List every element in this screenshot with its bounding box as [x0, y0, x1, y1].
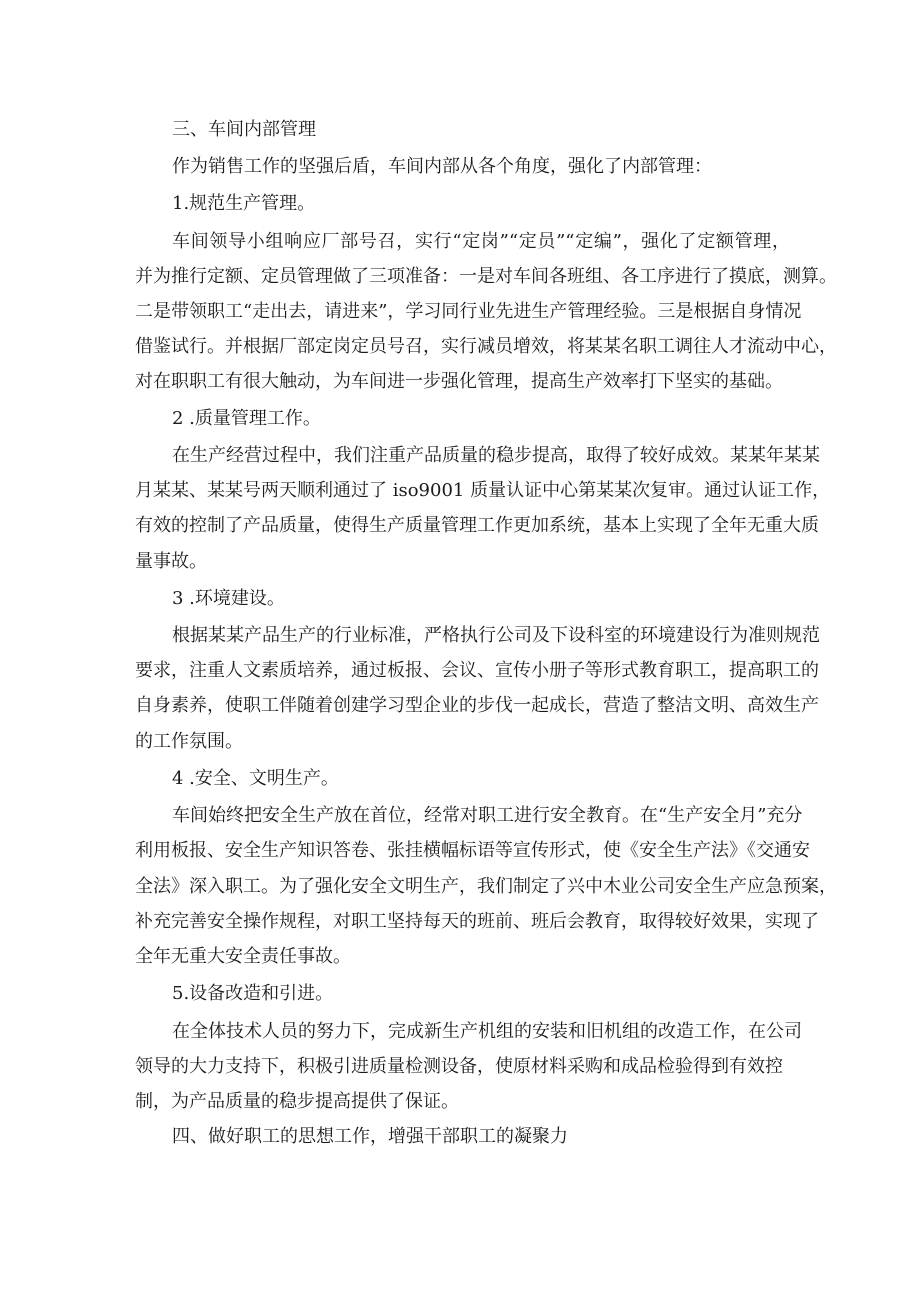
item-5-line-1: 在全体技术人员的努力下，完成新生产机组的安装和旧机组的改造工作，在公司 [172, 1021, 802, 1042]
item-1-line-2: 并为推行定额、定员管理做了三项准备：一是对车间各班组、各工序进行了摸底，测算。 [135, 266, 837, 287]
item-4-line-4: 补充完善安全操作规程，对职工坚持每天的班前、班后会教育，取得较好效果，实现了 [135, 911, 819, 932]
item-1-line-5: 对在职职工有很大触动，为车间进一步强化管理，提高生产效率打下坚实的基础。 [135, 371, 783, 392]
section-3-intro: 作为销售工作的坚强后盾，车间内部从各个角度，强化了内部管理： [172, 156, 712, 177]
item-2-line-4: 量事故。 [135, 551, 207, 572]
item-2-line-2: 月某某、某某号两天顺利通过了 iso9001 质量认证中心第某某次复审。通过认证工作， [135, 480, 831, 501]
item-1-line-1: 车间领导小组响应厂部号召，实行“定岗”“定员”“定编”，强化了定额管理， [172, 231, 790, 252]
item-3-line-2: 要求，注重人文素质培养，通过板报、会议、宣传小册子等形式教育职工，提高职工的 [135, 660, 819, 681]
item-2-line-3: 有效的控制了产品质量，使得生产质量管理工作更加系统，基本上实现了全年无重大质 [135, 515, 819, 536]
item-4-line-1: 车间始终把安全生产放在首位，经常对职工进行安全教育。在“生产安全月”充分 [172, 805, 803, 826]
item-4-title: 4 .安全、文明生产。 [172, 768, 339, 789]
item-2-title: 2 .质量管理工作。 [172, 408, 321, 429]
item-4-line-5: 全年无重大安全责任事故。 [135, 946, 351, 967]
item-5-line-3: 制，为产品质量的稳步提高提供了保证。 [135, 1091, 459, 1112]
item-1-title: 1.规范生产管理。 [172, 193, 316, 214]
section-3-heading: 三、车间内部管理 [172, 119, 316, 140]
item-3-title: 3 .环境建设。 [172, 588, 285, 609]
item-3-line-1: 根据某某产品生产的行业标准，严格执行公司及下设科室的环境建设行为准则规范 [172, 625, 820, 646]
item-5-line-2: 领导的大力支持下，积极引进质量检测设备，使原材料采购和成品检验得到有效控 [135, 1056, 783, 1077]
item-4-line-3: 全法》深入职工。为了强化安全文明生产，我们制定了兴中木业公司安全生产应急预案， [135, 876, 837, 897]
item-4-line-2: 利用板报、安全生产知识答卷、张挂横幅标语等宣传形式，使《安全生产法》《交通安 [135, 840, 810, 861]
item-2-line-1: 在生产经营过程中，我们注重产品质量的稳步提高，取得了较好成效。某某年某某 [172, 445, 820, 466]
item-1-line-4: 借鉴试行。并根据厂部定岗定员号召，实行减员增效，将某某名职工调往人才流动中心， [135, 336, 837, 357]
item-3-line-4: 的工作氛围。 [135, 731, 243, 752]
item-1-line-3: 二是带领职工“走出去，请进来”，学习同行业先进生产管理经验。三是根据自身情况 [135, 301, 802, 322]
section-4-heading: 四、做好职工的思想工作，增强干部职工的凝聚力 [172, 1126, 568, 1147]
item-3-line-3: 自身素养，使职工伴随着创建学习型企业的步伐一起成长，营造了整洁文明、高效生产 [135, 695, 819, 716]
item-5-title: 5.设备改造和引进。 [172, 983, 334, 1004]
